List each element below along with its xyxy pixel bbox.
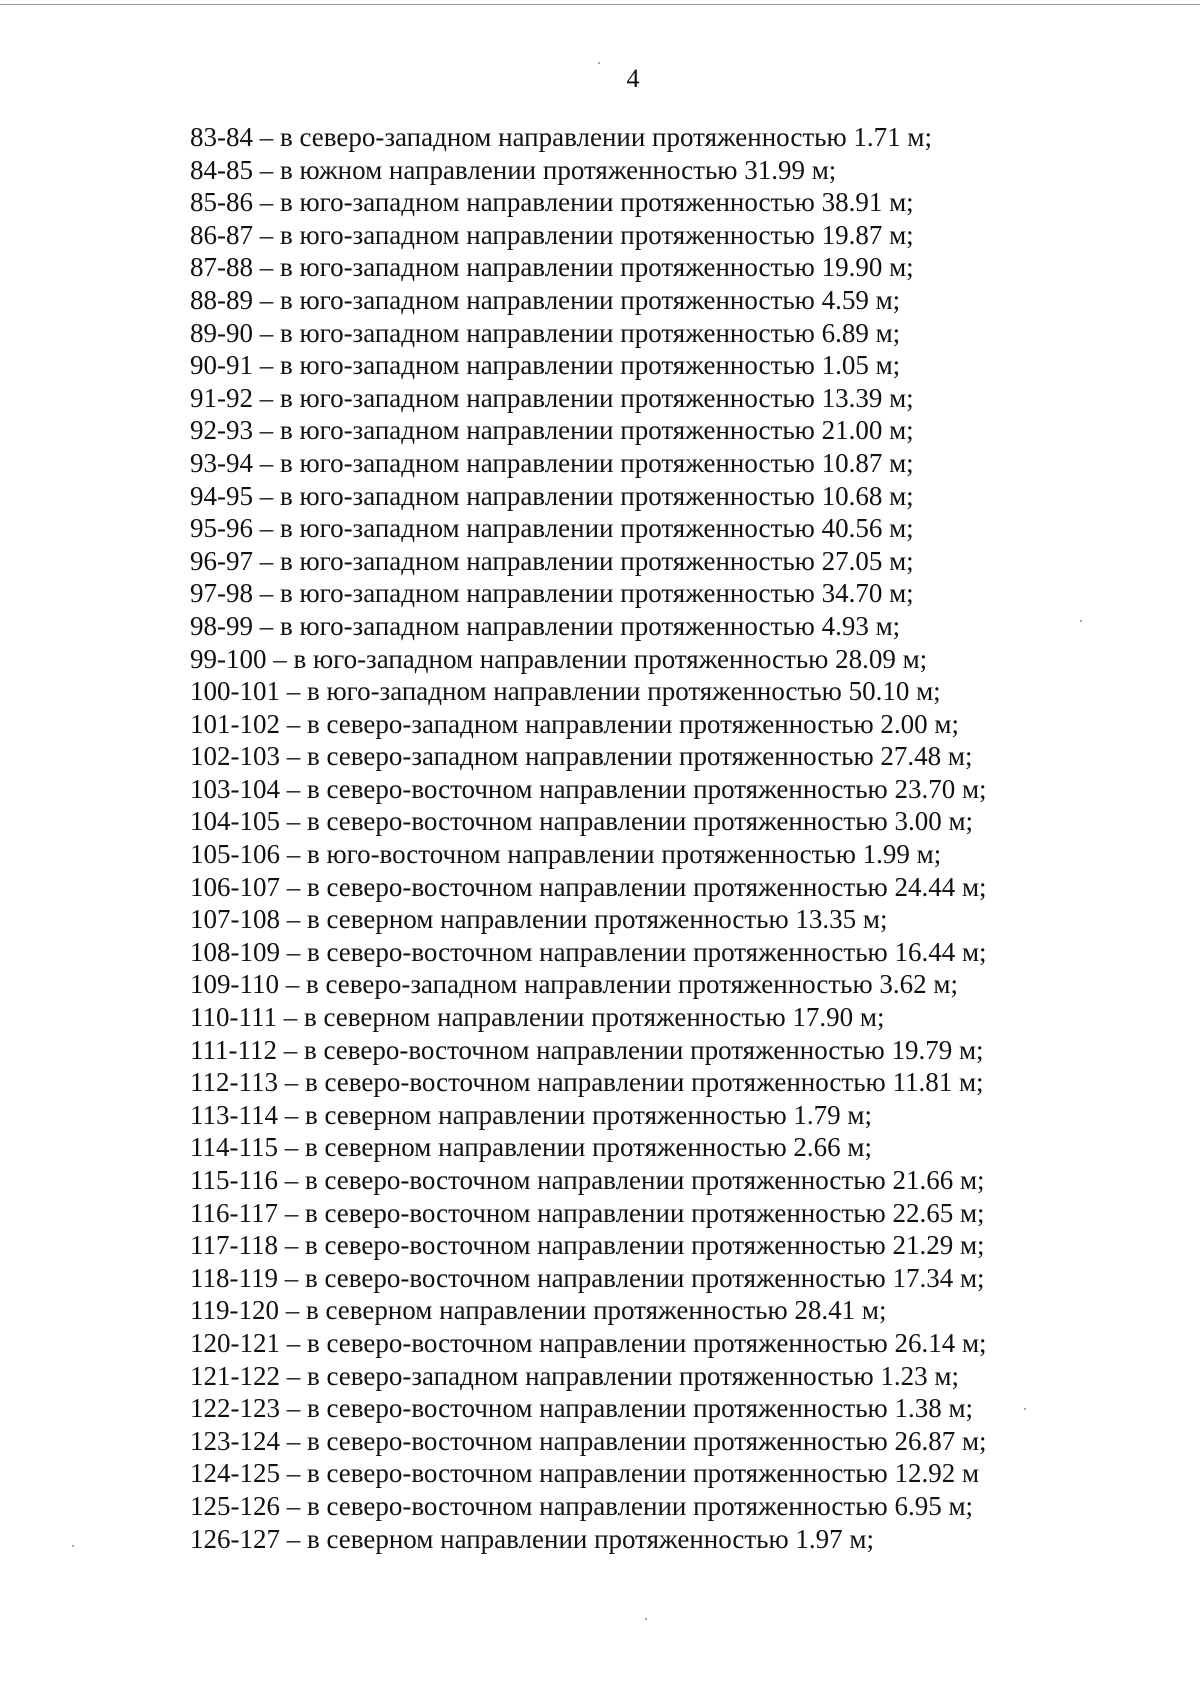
boundary-segment-entry: 109-110 – в северо-западном направлении протяженностью 3.62 м; [190,969,958,1000]
boundary-segment-entry: 119-120 – в северном направлении протяженностью 28.41 м; [190,1295,887,1326]
boundary-segment-entry: 108-109 – в северо-восточном направлении протяженностью 16.44 м; [190,936,987,967]
boundary-segment-entry: 99-100 – в юго-западном направлении протяженностью 28.09 м; [190,643,928,674]
boundary-segment-entry: 103-104 – в северо-восточном направлении протяженностью 23.70 м; [190,773,987,804]
boundary-segment-entry: 91-92 – в юго-западном направлении протяженностью 13.39 м; [190,382,914,413]
boundary-segment-entry: 115-116 – в северо-восточном направлении протяженностью 21.66 м; [190,1165,985,1195]
boundary-segment-entry: 102-103 – в северо-западном направлении протяженностью 27.48 м; [190,741,973,772]
boundary-segment-entry: 93-94 – в юго-западном направлении протяженностью 10.87 м; [190,447,914,478]
boundary-segment-entry: 104-105 – в северо-восточном направлении протяженностью 3.00 м; [190,806,974,837]
boundary-segment-entry: 121-122 – в северо-западном направлении протяженностью 1.23 м; [190,1360,959,1391]
scan-speck [72,1545,74,1547]
boundary-segment-entry: 87-88 – в юго-западном направлении протяженностью 19.90 м; [190,252,914,283]
boundary-segment-entry: 124-125 – в северо-восточном направлении протяженностью 12.92 м [190,1458,980,1489]
boundary-segment-entry: 85-86 – в юго-западном направлении протяженностью 38.91 м; [190,187,914,218]
boundary-segment-entry: 122-123 – в северо-восточном направлении протяженностью 1.38 м; [190,1393,974,1424]
scan-speck [598,62,600,64]
boundary-segment-entry: 116-117 – в северо-восточном направлении протяженностью 22.65 м; [190,1197,985,1228]
boundary-segment-entry: 92-93 – в юго-западном направлении протяженностью 21.00 м; [190,415,914,446]
boundary-segment-entry: 120-121 – в северо-восточном направлении протяженностью 26.14 м; [190,1327,987,1358]
boundary-segment-entry: 105-106 – в юго-восточном направлении протяженностью 1.99 м; [190,839,942,870]
boundary-segment-entry: 90-91 – в юго-западном направлении протяженностью 1.05 м; [190,350,901,381]
boundary-segment-entry: 118-119 – в северо-восточном направлении протяженностью 17.34 м; [190,1262,985,1293]
boundary-segment-entry: 97-98 – в юго-западном направлении протяженностью 34.70 м; [190,578,914,609]
scan-top-edge-line [0,4,1200,5]
boundary-segment-entry: 112-113 – в северо-восточном направлении протяженностью 11.81 м; [190,1067,984,1098]
scan-speck [1080,620,1082,622]
boundary-segment-entry: 123-124 – в северо-восточном направлении протяженностью 26.87 м; [190,1425,987,1456]
boundary-segment-entry: 89-90 – в юго-западном направлении протяженностью 6.89 м; [190,317,901,348]
boundary-segment-entry: 96-97 – в юго-западном направлении протяженностью 27.05 м; [190,545,914,576]
boundary-segment-entry: 100-101 – в юго-западном направлении протяженностью 50.10 м; [190,676,941,707]
boundary-segment-entry: 101-102 – в северо-западном направлении протяженностью 2.00 м; [190,708,959,739]
boundary-segment-entry: 95-96 – в юго-западном направлении протяженностью 40.56 м; [190,513,914,544]
scan-speck [1024,1408,1026,1410]
boundary-segment-entry: 98-99 – в юго-западном направлении протяженностью 4.93 м; [190,610,901,641]
boundary-segment-list [190,121,987,1555]
boundary-segment-entry: 107-108 – в северном направлении протяженностью 13.35 м; [190,904,888,935]
boundary-segment-entry: 125-126 – в северо-восточном направлении протяженностью 6.95 м; [190,1490,974,1521]
boundary-segment-entry: 94-95 – в юго-западном направлении протяженностью 10.68 м; [190,480,914,511]
boundary-segment-entry: 83-84 – в северо-западном направлении протяженностью 1.71 м; [190,122,932,152]
boundary-segment-entry: 111-112 – в северо-восточном направлении протяженностью 19.79 м; [190,1034,984,1065]
boundary-segment-entry: 86-87 – в юго-западном направлении протяженностью 19.87 м; [190,219,914,250]
boundary-segment-entry: 84-85 – в южном направлении протяженностью 31.99 м; [190,154,837,185]
boundary-segment-entry: 114-115 – в северном направлении протяженностью 2.66 м; [190,1132,873,1163]
boundary-segment-entry: 113-114 – в северном направлении протяженностью 1.79 м; [190,1099,873,1130]
scan-speck [645,1618,647,1620]
boundary-segment-entry: 110-111 – в северном направлении протяженностью 17.90 м; [190,1002,885,1033]
page-number: 4 [626,64,640,93]
boundary-segment-entry: 117-118 – в северо-восточном направлении протяженностью 21.29 м; [190,1230,985,1261]
boundary-segment-entry: 126-127 – в северном направлении протяженностью 1.97 м; [190,1523,875,1554]
boundary-segment-entry: 106-107 – в северо-восточном направлении протяженностью 24.44 м; [190,871,987,902]
boundary-segment-entry: 88-89 – в юго-западном направлении протяженностью 4.59 м; [190,284,901,315]
